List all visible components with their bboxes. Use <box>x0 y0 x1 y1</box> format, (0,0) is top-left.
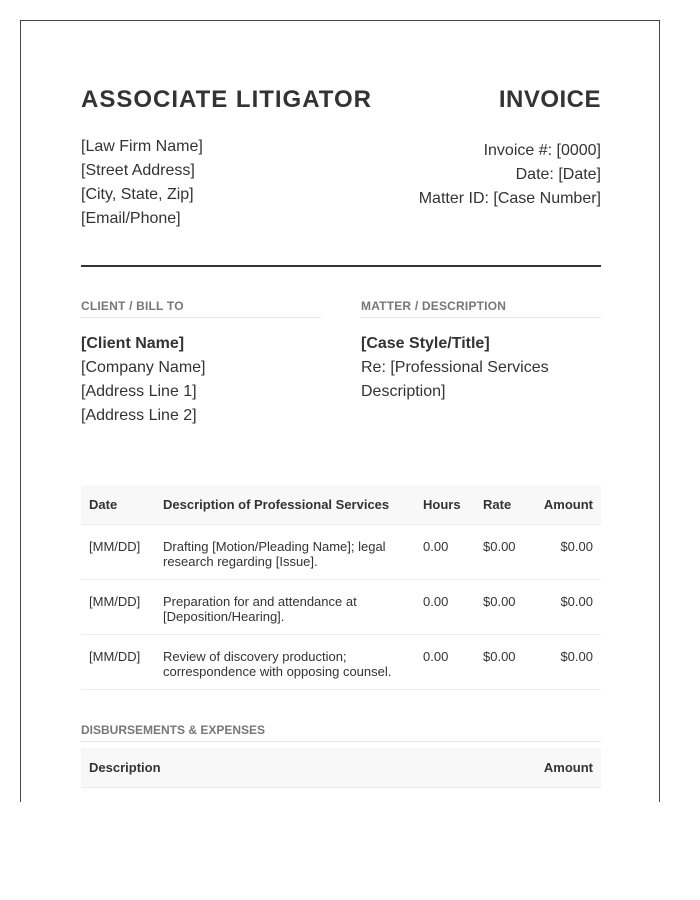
column-header-hours: Hours <box>423 497 461 512</box>
column-header-rate: Rate <box>483 497 512 512</box>
disbursements-header-row <box>81 748 601 788</box>
row-description: Preparation for and attendance at [Deposition/Hearing]. <box>163 594 357 624</box>
table-row <box>81 580 601 635</box>
column-header-description: Description <box>89 760 161 775</box>
matter-description-line-2: Description] <box>361 383 446 400</box>
matter-id: Matter ID: [Case Number] <box>418 190 601 207</box>
matter-details <box>361 332 601 404</box>
row-rate: $0.00 <box>483 594 516 609</box>
firm-street: [Street Address] <box>81 162 195 179</box>
matter-section <box>361 299 601 404</box>
invoice-title: INVOICE <box>498 86 601 113</box>
firm-contact: [Email/Phone] <box>81 210 181 227</box>
services-table <box>81 485 601 690</box>
column-header-date: Date <box>89 497 118 512</box>
client-address-1: [Address Line 1] <box>81 383 197 400</box>
invoice-meta <box>419 139 601 211</box>
row-rate: $0.00 <box>483 539 516 554</box>
company-name: ASSOCIATE LITIGATOR <box>81 86 373 113</box>
matter-title: [Case Style/Title] <box>361 335 490 352</box>
client-heading: CLIENT / BILL TO <box>81 299 321 318</box>
invoice-page <box>20 20 660 802</box>
row-amount: $0.00 <box>560 539 593 554</box>
table-row <box>81 635 601 690</box>
invoice-number: Invoice #: [0000] <box>483 142 601 159</box>
row-date: [MM/DD] <box>89 649 141 664</box>
client-section <box>81 299 321 428</box>
client-name: [Client Name] <box>81 335 185 352</box>
firm-name: [Law Firm Name] <box>81 138 203 155</box>
row-description: Review of discovery production; correspondence with opposing counsel. <box>163 649 392 679</box>
matter-heading: MATTER / DESCRIPTION <box>361 299 601 318</box>
matter-description-line-1: Re: [Professional Services <box>361 359 549 376</box>
firm-city: [City, State, Zip] <box>81 186 194 203</box>
disbursements-table <box>81 748 601 788</box>
client-details <box>81 332 321 428</box>
row-amount: $0.00 <box>560 649 593 664</box>
disbursements-heading: DISBURSEMENTS & EXPENSES <box>81 723 601 742</box>
client-company: [Company Name] <box>81 359 206 376</box>
firm-info <box>81 135 203 231</box>
row-date: [MM/DD] <box>89 594 141 609</box>
row-hours: 0.00 <box>423 594 449 609</box>
row-description: Drafting [Motion/Pleading Name]; legal research regarding [Issue]. <box>163 539 386 569</box>
column-header-amount: Amount <box>543 497 593 512</box>
row-rate: $0.00 <box>483 649 516 664</box>
header-divider <box>81 265 601 267</box>
table-row <box>81 525 601 580</box>
row-amount: $0.00 <box>560 594 593 609</box>
invoice-date: Date: [Date] <box>515 166 601 183</box>
row-hours: 0.00 <box>423 649 449 664</box>
column-header-amount: Amount <box>543 760 593 775</box>
row-hours: 0.00 <box>423 539 449 554</box>
services-header-row <box>81 485 601 525</box>
client-address-2: [Address Line 2] <box>81 407 197 424</box>
column-header-description: Description of Professional Services <box>163 497 390 512</box>
row-date: [MM/DD] <box>89 539 141 554</box>
